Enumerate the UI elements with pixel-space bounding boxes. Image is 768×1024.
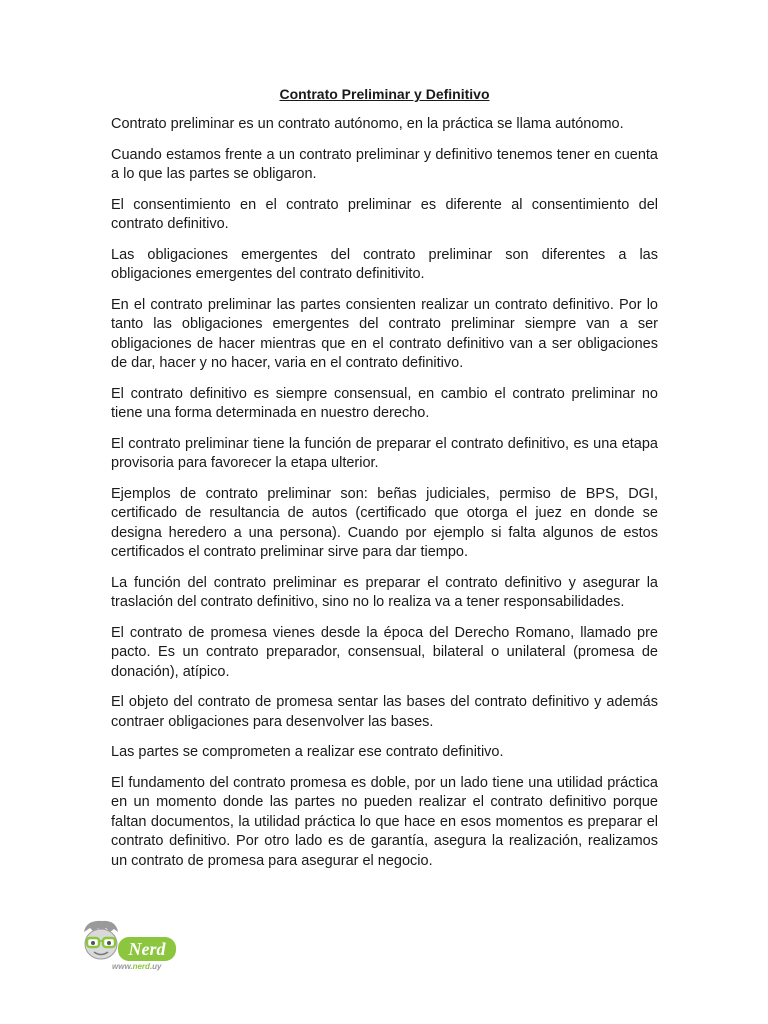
- document-body: [111, 115, 658, 871]
- document-paragraph: Cuando estamos frente a un contrato preliminar y definitivo tenemos tener en cuenta a lo que las partes se obligaron.: [111, 146, 658, 182]
- document-title: Contrato Preliminar y Definitivo: [279, 86, 490, 102]
- document-paragraph: Contrato preliminar es un contrato autónomo, en la práctica se llama autónomo.: [111, 116, 624, 132]
- document-paragraph: El contrato preliminar tiene la función de preparar el contrato definitivo, es una etapa provisoria para favorecer la etapa ulterior.: [111, 435, 658, 471]
- logo-url: www.nerd.uy: [112, 962, 162, 971]
- nerd-logo: [76, 918, 186, 980]
- document-paragraph: Las partes se comprometen a realizar ese contrato definitivo.: [111, 744, 504, 760]
- document-paragraph: El objeto del contrato de promesa sentar las bases del contrato definitivo y además contraer obligaciones para desenvolver las bases.: [111, 694, 658, 730]
- document-page: [111, 85, 658, 882]
- document-paragraph: Ejemplos de contrato preliminar son: beñas judiciales, permiso de BPS, DGI, certificado de resultancia de autos (certificado que otorga el juez en donde se designa heredero a una persona). Cuando por ejemplo si falta algunos de estos certificados el contrato preliminar sirve para dar tiempo.: [111, 485, 658, 560]
- nerd-mascot-icon: [76, 918, 186, 968]
- document-paragraph: El contrato de promesa vienes desde la época del Derecho Romano, llamado pre pacto. Es un contrato preparador, consensual, bilateral o unilateral (promesa de donación), atípico.: [111, 624, 658, 680]
- document-paragraph: El consentimiento en el contrato preliminar es diferente al consentimiento del contrato definitivo.: [111, 196, 658, 232]
- document-paragraph: Las obligaciones emergentes del contrato preliminar son diferentes a las obligaciones emergentes del contrato definitivito.: [111, 246, 658, 282]
- logo-brand-text: Nerd: [128, 939, 166, 959]
- document-paragraph: La función del contrato preliminar es preparar el contrato definitivo y asegurar la traslación del contrato definitivo, sino no lo realiza va a tener responsabilidades.: [111, 574, 658, 610]
- document-paragraph: En el contrato preliminar las partes consienten realizar un contrato definitivo. Por lo tanto las obligaciones emergentes del contrato preliminar siempre van a ser obligaciones de hacer mientras que en el contrato definitivo van a ser obligaciones de dar, hacer y no hacer, varia en el contrato definitivo.: [111, 296, 658, 371]
- document-paragraph: El contrato definitivo es siempre consensual, en cambio el contrato preliminar no tiene una forma determinada en nuestro derecho.: [111, 385, 658, 421]
- document-paragraph: El fundamento del contrato promesa es doble, por un lado tiene una utilidad práctica en un momento donde las partes no pueden realizar el contrato definitivo porque faltan documentos, la utilidad práctica lo que hace en esos momentos es preparar el contrato definitivo. Por otro lado es de garantía, asegura la realización, realizamos un contrato de promesa para asegurar el negocio.: [111, 774, 658, 869]
